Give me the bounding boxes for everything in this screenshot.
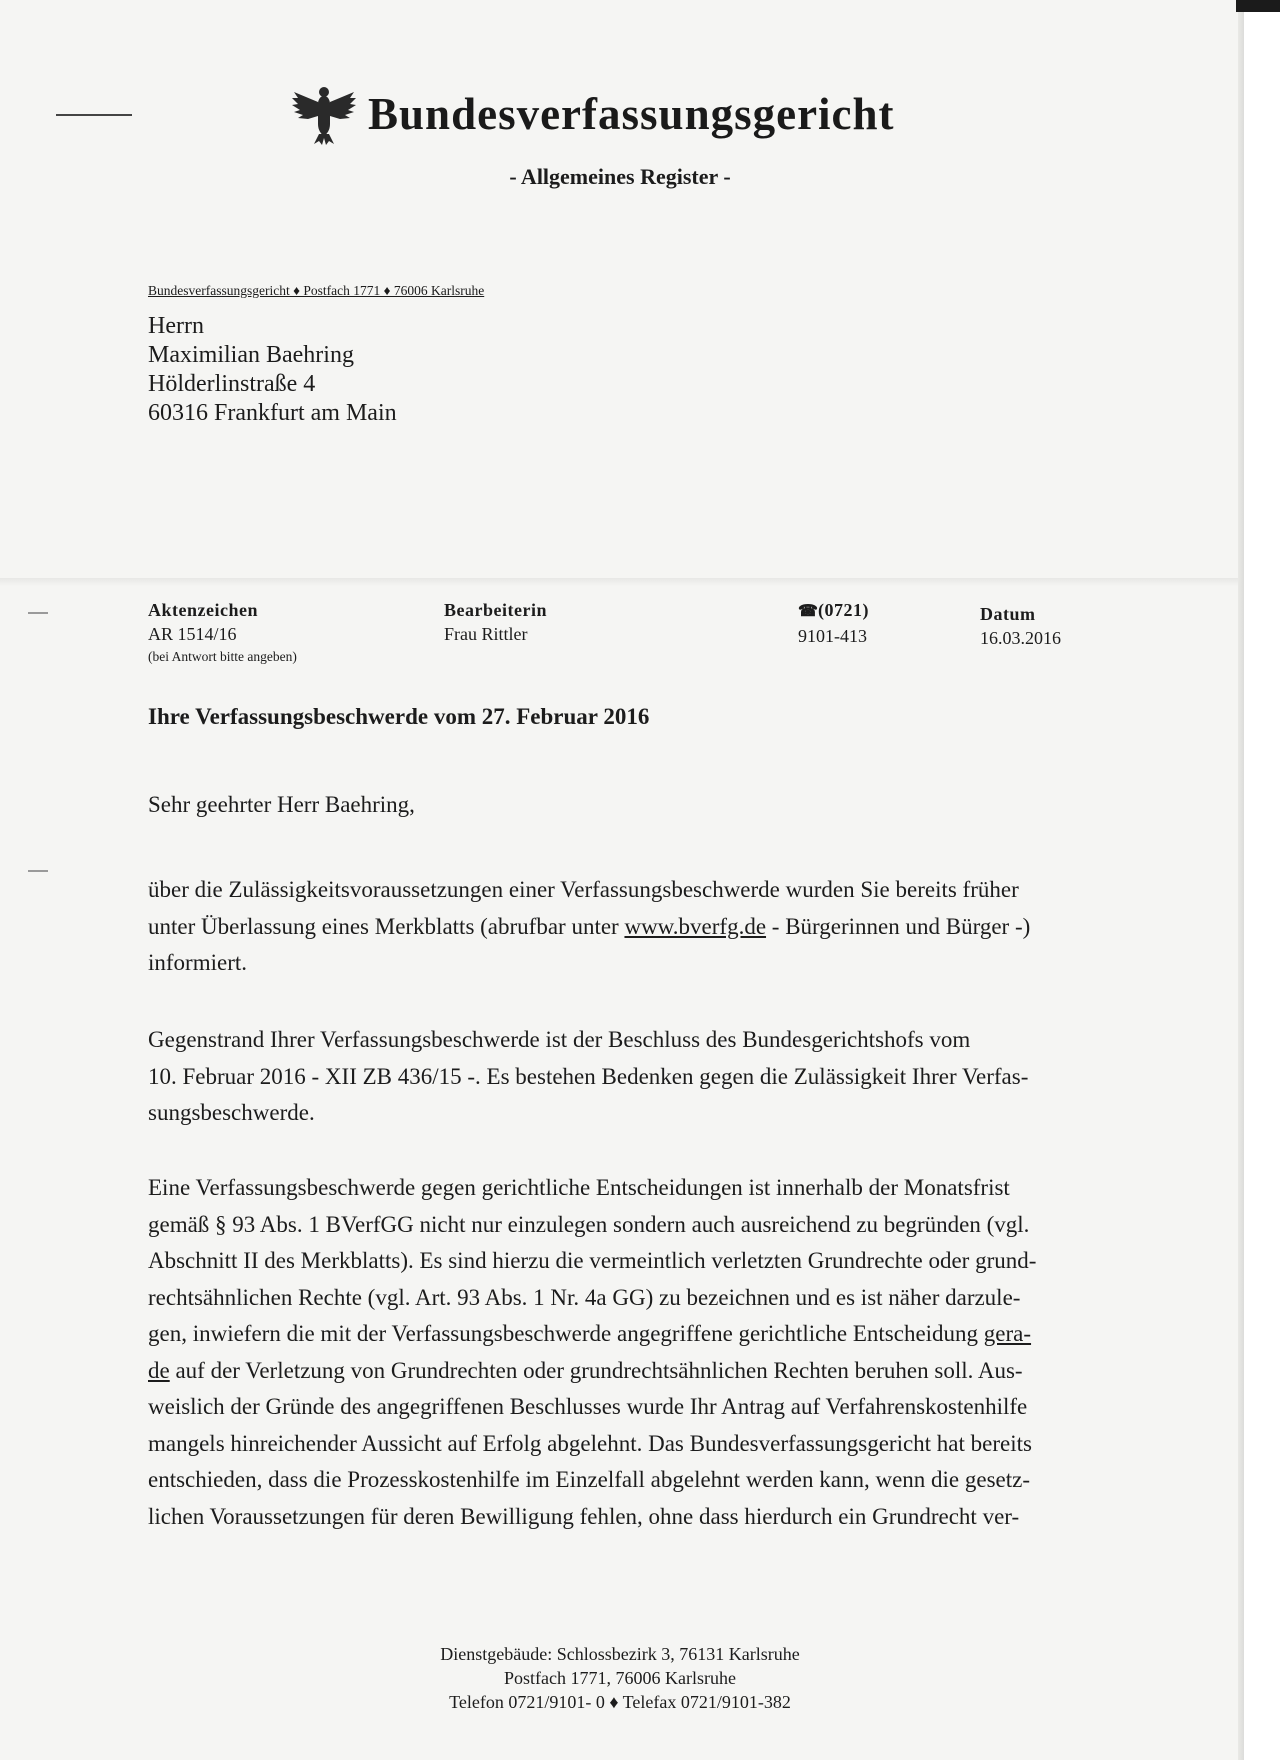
recipient-address <box>148 312 397 428</box>
text-segment: unter Überlassung eines Merkblatts (abrufbar unter <box>148 913 625 939</box>
text-line: sungsbeschwerde. <box>148 1100 315 1125</box>
text-segment: gen, inwiefern die mit der Verfassungsbeschwerde angegriffene gerichtliche Entscheidung <box>148 1321 984 1346</box>
website-link[interactable]: www.bverfg.de <box>624 913 767 939</box>
paragraph-1 <box>148 872 1030 982</box>
footer-building: Dienstgebäude: Schlossbezirk 3, 76131 Karlsruhe <box>440 1644 800 1664</box>
phone-block <box>798 598 869 648</box>
page-edge <box>1238 0 1244 1760</box>
clerk-name: Frau Rittler <box>444 624 528 644</box>
text-line: 10. Februar 2016 - XII ZB 436/15 -. Es bestehen Bedenken gegen die Zulässigkeit Ihrer Verfas- <box>148 1063 1029 1089</box>
paragraph-3 <box>148 1170 1036 1535</box>
text-line: über die Zulässigkeitsvoraussetzungen einer Verfassungsbeschwerde wurden Sie bereits früher <box>148 877 1019 902</box>
clerk-label: Bearbeiterin <box>444 600 547 620</box>
text-line: Eine Verfassungsbeschwerde gegen gerichtliche Entscheidungen ist innerhalb der Monatsfrist <box>148 1175 1010 1200</box>
recipient-street: Hölderlinstraße 4 <box>148 371 316 397</box>
date-value: 16.03.2016 <box>980 628 1061 648</box>
footer-address <box>0 1642 1240 1714</box>
text-line: weislich der Gründe des angegriffenen Beschlusses wurde Ihr Antrag auf Verfahrenskostenhilfe <box>148 1394 1028 1419</box>
scan-corner-mark <box>1236 0 1280 12</box>
text-line: gemäß § 93 Abs. 1 BVerfGG nicht nur einzulegen sondern auch ausreichend zu begründen (vgl. <box>148 1211 1030 1237</box>
file-number: AR 1514/16 <box>148 624 237 644</box>
text-segment: auf der Verletzung von Grundrechten oder grundrechtsähnlichen Rechten beruhen soll. Aus- <box>169 1357 1023 1383</box>
file-number-note: (bei Antwort bitte angeben) <box>148 649 297 664</box>
file-number-block <box>148 598 297 668</box>
recipient-name: Maximilian Baehring <box>148 342 354 368</box>
return-address: Bundesverfassungsgericht ♦ Postfach 1771 ♦ 76006 Karlsruhe <box>148 283 485 298</box>
recipient-city: 60316 Frankfurt am Main <box>148 400 397 426</box>
paper-fold <box>0 578 1244 586</box>
punch-mark <box>56 114 132 116</box>
fold-mark <box>28 870 48 872</box>
recipient-salutation: Herrn <box>148 313 204 339</box>
text-segment: - Bürgerinnen und Bürger -) <box>766 913 1031 939</box>
underlined-text: gera- <box>983 1321 1032 1346</box>
clerk-block <box>444 598 547 646</box>
court-name: Bundesverfassungsgericht <box>368 89 895 139</box>
subject-line: Ihre Verfassungsbeschwerde vom 27. Februar 2016 <box>148 704 650 729</box>
text-line: Gegenstrand Ihrer Verfassungsbeschwerde ist der Beschluss des Bundesgerichtshofs vom <box>148 1027 971 1052</box>
letterhead <box>288 82 895 146</box>
file-number-label: Aktenzeichen <box>148 600 258 620</box>
text-line <box>148 1316 1036 1353</box>
footer-contact: Telefon 0721/9101- 0 ♦ Telefax 0721/9101-382 <box>449 1692 791 1712</box>
date-label: Datum <box>980 604 1036 624</box>
phone-extension: 9101-413 <box>798 626 867 646</box>
underlined-text: de <box>148 1357 170 1383</box>
phone-area-code: (0721) <box>818 600 869 620</box>
paragraph-2 <box>148 1022 1028 1132</box>
text-line: entschieden, dass die Prozesskostenhilfe im Einzelfall abgelehnt werden kann, wenn die gesetz- <box>148 1467 1031 1492</box>
text-line <box>148 909 1030 946</box>
salutation: Sehr geehrter Herr Baehring, <box>148 792 415 817</box>
text-line: Abschnitt II des Merkblatts). Es sind hierzu die vermeintlich verletzten Grundrechte oder grund- <box>148 1248 1037 1273</box>
footer-postbox: Postfach 1771, 76006 Karlsruhe <box>504 1668 736 1688</box>
date-block <box>980 602 1061 650</box>
text-line <box>148 1353 1036 1390</box>
text-line: informiert. <box>148 950 247 975</box>
text-line: lichen Voraussetzungen für deren Bewilligung fehlen, ohne dass hierdurch ein Grundrecht ver- <box>148 1503 1020 1529</box>
federal-eagle-icon <box>288 82 360 146</box>
text-line: mangels hinreichender Aussicht auf Erfolg abgelehnt. Das Bundesverfassungsgericht hat bereits <box>148 1430 1032 1456</box>
fold-mark <box>28 612 48 614</box>
telephone-icon: ☎ <box>798 603 819 620</box>
register-subtitle: - Allgemeines Register - <box>509 164 731 189</box>
text-line: rechtsähnlichen Rechte (vgl. Art. 93 Abs. 1 Nr. 4a GG) zu bezeichnen und es ist näher darzule- <box>148 1284 1021 1310</box>
